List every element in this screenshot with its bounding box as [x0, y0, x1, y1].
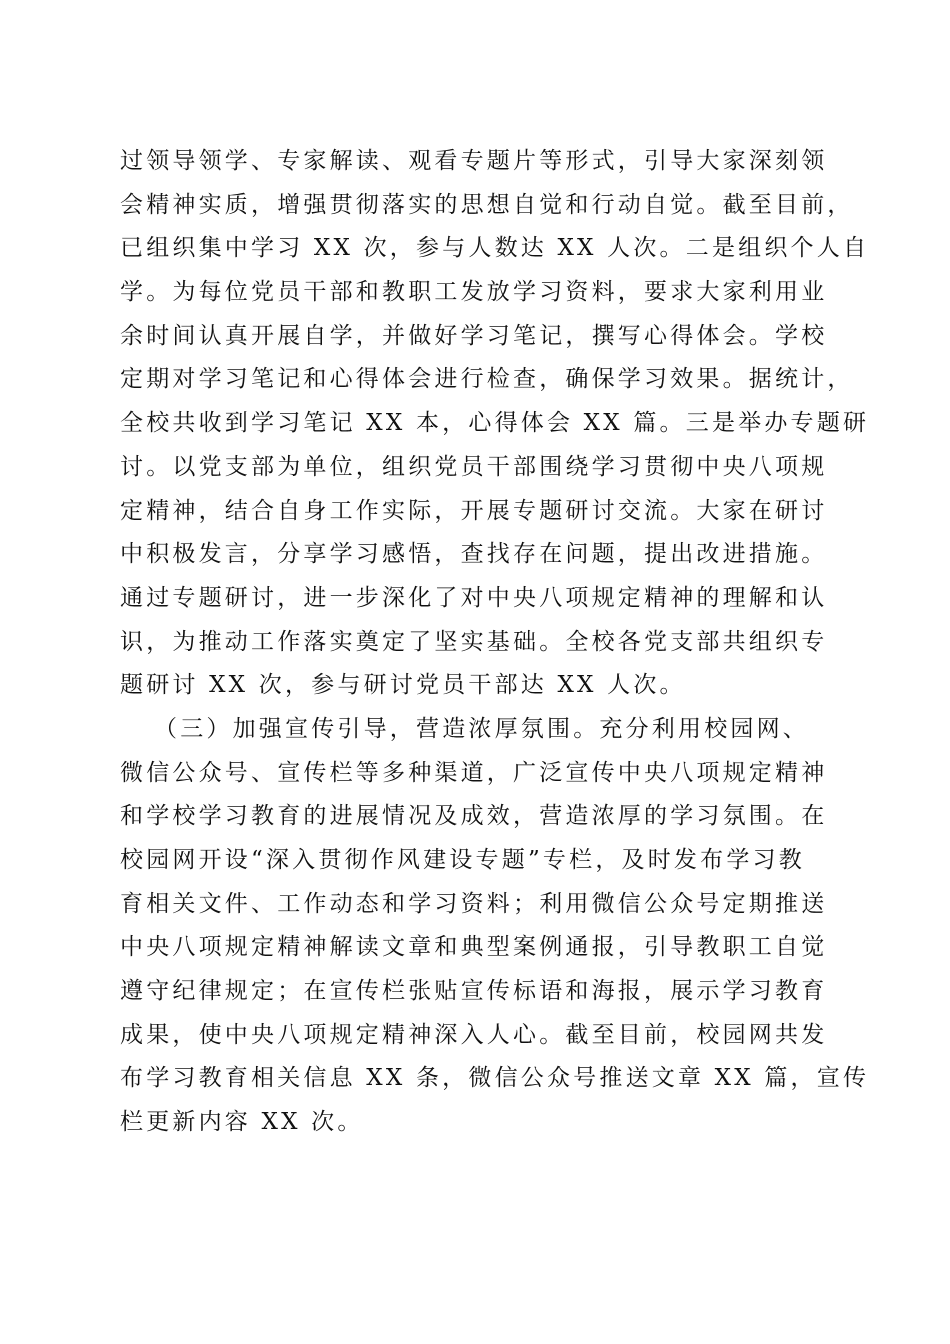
text-line: 已组织集中学习 XX 次，参与人数达 XX 人次。二是组织个人自: [120, 235, 870, 262]
text-line: 栏更新内容 XX 次。: [120, 1109, 364, 1136]
text-line: 布学习教育相关信息 XX 条，微信公众号推送文章 XX 篇，宣传: [120, 1065, 870, 1092]
text-line: 遵守纪律规定；在宣传栏张贴宣传标语和海报，展示学习教育: [120, 978, 828, 1005]
body-text: [120, 140, 870, 1145]
text-line: 学。为每位党员干部和教职工发放学习资料，要求大家利用业: [120, 279, 828, 306]
text-line: 成果，使中央八项规定精神深入人心。截至目前，校园网共发: [120, 1021, 828, 1048]
text-line: 育相关文件、工作动态和学习资料；利用微信公众号定期推送: [120, 890, 828, 917]
text-line: 校园网开设“深入贯彻作风建设专题”专栏，及时发布学习教: [120, 847, 805, 873]
text-line: 会精神实质，增强贯彻落实的思想自觉和行动自觉。截至目前，: [120, 191, 854, 218]
text-line: 全校共收到学习笔记 XX 本，心得体会 XX 篇。三是举办专题研: [120, 410, 870, 437]
text-line: 定精神，结合自身工作实际，开展专题研讨交流。大家在研讨: [120, 497, 828, 524]
text-line: 余时间认真开展自学，并做好学习笔记，撰写心得体会。学校: [120, 322, 828, 349]
text-line: 识，为推动工作落实奠定了坚实基础。全校各党支部共组织专: [120, 628, 828, 655]
text-line: 定期对学习笔记和心得体会进行检查，确保学习效果。据统计，: [120, 366, 854, 393]
text-line: 题研讨 XX 次，参与研讨党员干部达 XX 人次。: [120, 672, 686, 699]
text-line: 中央八项规定精神解读文章和典型案例通报，引导教职工自觉: [120, 934, 828, 961]
text-line: 中积极发言，分享学习感悟，查找存在问题，提出改进措施。: [120, 541, 828, 568]
text-line: 和学校学习教育的进展情况及成效，营造浓厚的学习氛围。在: [120, 803, 828, 830]
text-line: 讨。以党支部为单位，组织党员干部围绕学习贯彻中央八项规: [120, 453, 828, 480]
text-line: 通过专题研讨，进一步深化了对中央八项规定精神的理解和认: [120, 584, 828, 611]
text-line: 过领导领学、专家解读、观看专题片等形式，引导大家深刻领: [120, 148, 828, 174]
text-line: 微信公众号、宣传栏等多种渠道，广泛宣传中央八项规定精神: [120, 759, 828, 786]
section-heading-line: （三）加强宣传引导，营造浓厚氛围。充分利用校园网、: [154, 715, 809, 742]
